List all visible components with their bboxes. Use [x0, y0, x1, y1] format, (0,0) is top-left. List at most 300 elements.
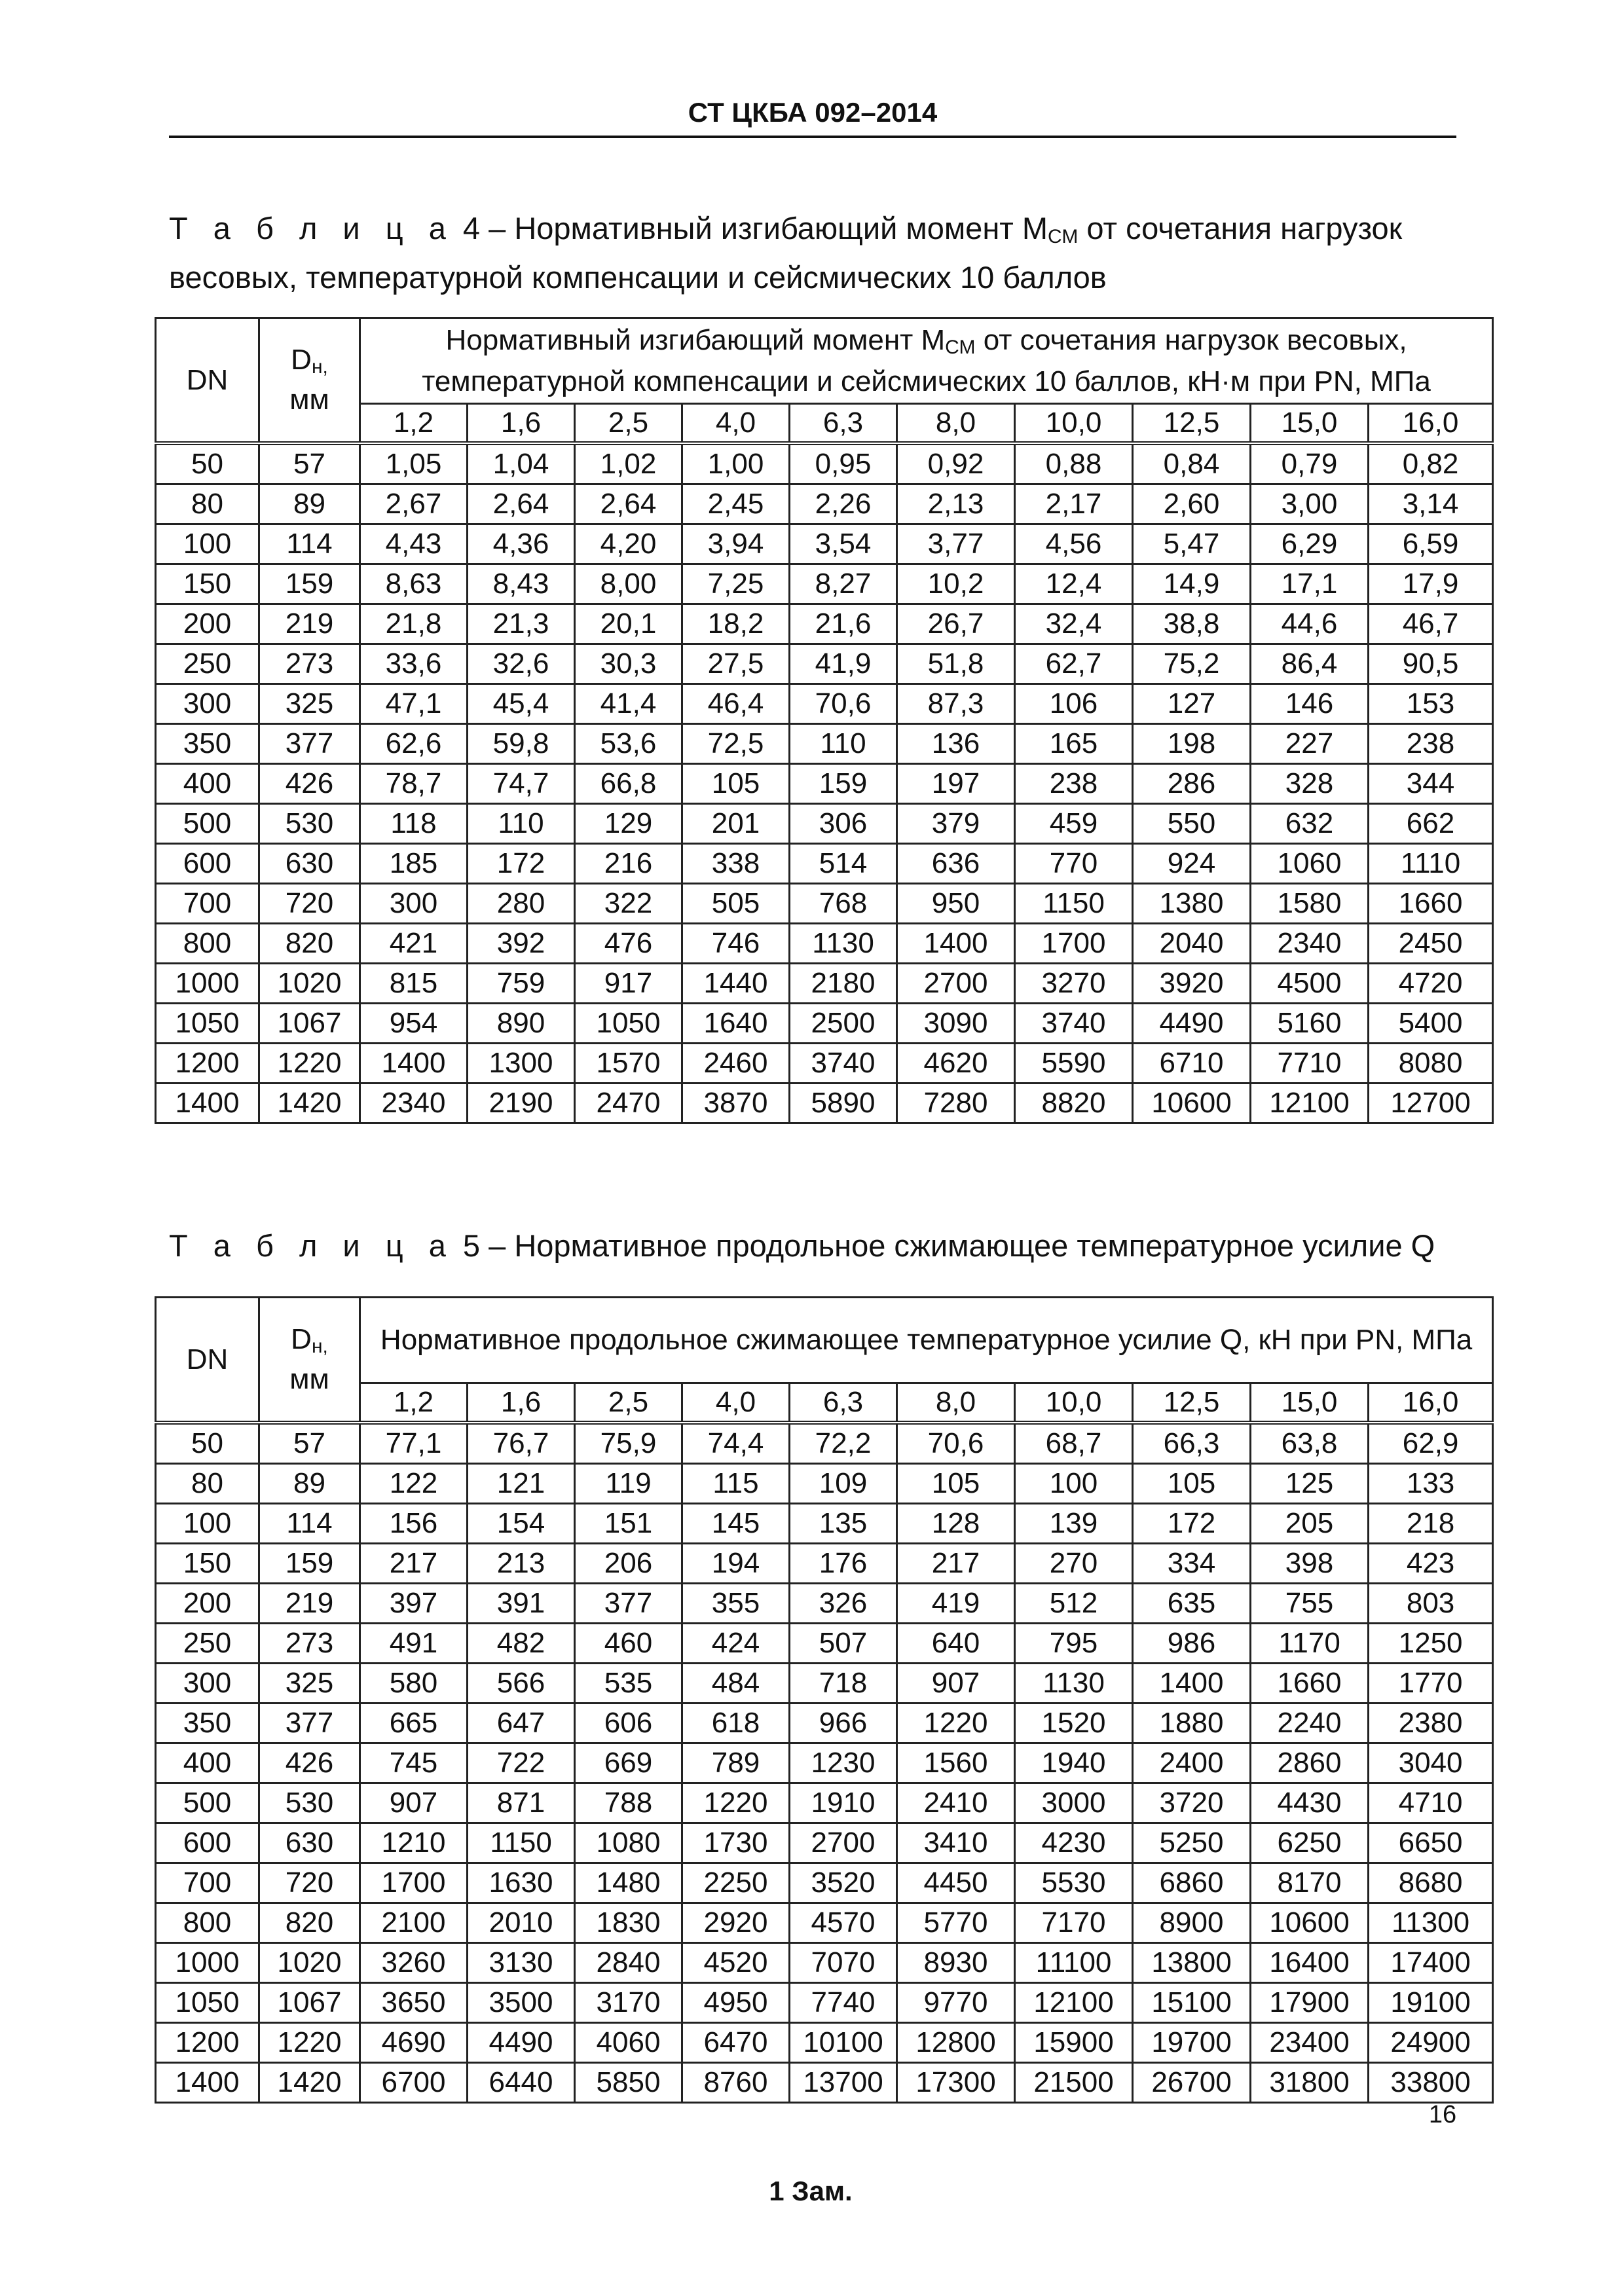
cell-value: 6470 [682, 2023, 790, 2063]
cell-value: 8900 [1133, 1903, 1251, 1943]
cell-value: 165 [1015, 724, 1133, 764]
cell-dn: 1050 [156, 1004, 259, 1044]
cell-outer-diameter: 426 [259, 1743, 360, 1783]
cell-value: 768 [790, 884, 897, 924]
table-row [156, 1464, 1493, 1504]
pn-header-cell: 4,0 [682, 404, 790, 444]
cell-value: 8820 [1015, 1084, 1133, 1123]
cell-value: 185 [360, 844, 468, 884]
cell-value: 2700 [790, 1823, 897, 1863]
cell-value: 789 [682, 1743, 790, 1783]
cell-value: 217 [897, 1544, 1015, 1584]
pn-header-cell: 1,2 [360, 1383, 468, 1423]
cell-value: 24900 [1369, 2023, 1493, 2063]
cell-outer-diameter: 159 [259, 1544, 360, 1584]
cell-value: 1400 [897, 924, 1015, 964]
cell-value: 2380 [1369, 1704, 1493, 1743]
cell-value: 127 [1133, 684, 1251, 724]
cell-dn: 1000 [156, 964, 259, 1004]
cell-value: 3500 [468, 1983, 575, 2023]
cell-value: 198 [1133, 724, 1251, 764]
cell-value: 2250 [682, 1863, 790, 1903]
cell-dn: 700 [156, 884, 259, 924]
cell-value: 17900 [1251, 1983, 1369, 2023]
cell-dn: 50 [156, 443, 259, 484]
cell-value: 217 [360, 1544, 468, 1584]
cell-value: 954 [360, 1004, 468, 1044]
col-header-dn: DN [156, 1298, 259, 1423]
revision-note: 1 Зам. [769, 2176, 853, 2206]
cell-value: 2340 [1251, 924, 1369, 964]
cell-value: 2700 [897, 964, 1015, 1004]
table-row [156, 644, 1493, 684]
cell-value: 1570 [575, 1044, 682, 1084]
cell-value: 2920 [682, 1903, 790, 1943]
cell-value: 118 [360, 804, 468, 844]
cell-value: 2,17 [1015, 484, 1133, 524]
cell-value: 1560 [897, 1743, 1015, 1783]
cell-value: 115 [682, 1464, 790, 1504]
cell-value: 128 [897, 1504, 1015, 1544]
cell-value: 4710 [1369, 1783, 1493, 1823]
cell-value: 129 [575, 804, 682, 844]
cell-value: 17,9 [1369, 564, 1493, 604]
cell-outer-diameter: 273 [259, 1624, 360, 1664]
cell-dn: 1200 [156, 2023, 259, 2063]
cell-value: 788 [575, 1783, 682, 1823]
cell-value: 391 [468, 1584, 575, 1624]
cell-value: 76,7 [468, 1423, 575, 1464]
cell-value: 2470 [575, 1084, 682, 1123]
cell-value: 2240 [1251, 1704, 1369, 1743]
cell-value: 1,05 [360, 443, 468, 484]
cell-value: 1730 [682, 1823, 790, 1863]
table-row [156, 1704, 1493, 1743]
cell-value: 21500 [1015, 2063, 1133, 2103]
cell-value: 3,77 [897, 524, 1015, 564]
col-header-dn: DN [156, 318, 259, 444]
cell-value: 72,2 [790, 1423, 897, 1464]
cell-value: 632 [1251, 804, 1369, 844]
cell-value: 5160 [1251, 1004, 1369, 1044]
cell-value: 1,00 [682, 443, 790, 484]
cell-value: 154 [468, 1504, 575, 1544]
cell-value: 6650 [1369, 1823, 1493, 1863]
cell-value: 3740 [1015, 1004, 1133, 1044]
pn-header-cell: 1,6 [468, 1383, 575, 1423]
cell-value: 21,3 [468, 604, 575, 644]
cell-value: 4950 [682, 1983, 790, 2023]
cell-value: 8,27 [790, 564, 897, 604]
cell-value: 8080 [1369, 1044, 1493, 1084]
cell-value: 4520 [682, 1943, 790, 1983]
cell-value: 5,47 [1133, 524, 1251, 564]
cell-value: 4490 [1133, 1004, 1251, 1044]
cell-value: 270 [1015, 1544, 1133, 1584]
cell-value: 424 [682, 1624, 790, 1664]
table4-caption-subscript: СМ [1048, 226, 1079, 247]
cell-value: 3040 [1369, 1743, 1493, 1783]
table-row [156, 1983, 1493, 2023]
cell-value: 8760 [682, 2063, 790, 2103]
cell-value: 0,88 [1015, 443, 1133, 484]
cell-value: 2400 [1133, 1743, 1251, 1783]
cell-value: 4060 [575, 2023, 682, 2063]
cell-value: 950 [897, 884, 1015, 924]
pn-header-cell: 10,0 [1015, 1383, 1133, 1423]
cell-value: 3650 [360, 1983, 468, 2023]
table-row [156, 1004, 1493, 1044]
table-row [156, 1044, 1493, 1084]
cell-value: 966 [790, 1704, 897, 1743]
cell-value: 2040 [1133, 924, 1251, 964]
table-row [156, 924, 1493, 964]
dh-unit: мм [289, 1363, 329, 1395]
cell-value: 746 [682, 924, 790, 964]
cell-value: 194 [682, 1544, 790, 1584]
cell-value: 20,1 [575, 604, 682, 644]
cell-value: 75,9 [575, 1423, 682, 1464]
table4-caption-label: Т а б л и ц а [169, 211, 454, 246]
cell-value: 419 [897, 1584, 1015, 1624]
cell-value: 41,4 [575, 684, 682, 724]
cell-value: 62,9 [1369, 1423, 1493, 1464]
cell-value: 15100 [1133, 1983, 1251, 2023]
cell-value: 1150 [468, 1823, 575, 1863]
cell-value: 636 [897, 844, 1015, 884]
table-row [156, 1423, 1493, 1464]
table-row [156, 1823, 1493, 1863]
cell-value: 6,59 [1369, 524, 1493, 564]
cell-value: 47,1 [360, 684, 468, 724]
cell-value: 6,29 [1251, 524, 1369, 564]
cell-value: 4,56 [1015, 524, 1133, 564]
cell-value: 6250 [1251, 1823, 1369, 1863]
cell-value: 5400 [1369, 1004, 1493, 1044]
cell-value: 1580 [1251, 884, 1369, 924]
cell-value: 46,7 [1369, 604, 1493, 644]
cell-outer-diameter: 114 [259, 1504, 360, 1544]
table-row [156, 524, 1493, 564]
cell-value: 201 [682, 804, 790, 844]
cell-value: 286 [1133, 764, 1251, 804]
table-row [156, 1084, 1493, 1123]
cell-value: 1770 [1369, 1664, 1493, 1704]
table-row [156, 1624, 1493, 1664]
cell-outer-diameter: 820 [259, 1903, 360, 1943]
cell-value: 326 [790, 1584, 897, 1624]
cell-value: 770 [1015, 844, 1133, 884]
cell-value: 815 [360, 964, 468, 1004]
cell-value: 890 [468, 1004, 575, 1044]
cell-dn: 150 [156, 1544, 259, 1584]
cell-value: 4230 [1015, 1823, 1133, 1863]
cell-value: 459 [1015, 804, 1133, 844]
group-header-subscript: СМ [945, 336, 976, 358]
pn-header-cell: 2,5 [575, 404, 682, 444]
cell-dn: 80 [156, 484, 259, 524]
cell-value: 197 [897, 764, 1015, 804]
cell-value: 11300 [1369, 1903, 1493, 1943]
cell-value: 70,6 [790, 684, 897, 724]
cell-value: 640 [897, 1624, 1015, 1664]
cell-value: 19700 [1133, 2023, 1251, 2063]
table4-caption-text: 4 – Нормативный изгибающий момент M [462, 211, 1048, 246]
dh-subscript: н, [311, 1336, 328, 1357]
cell-outer-diameter: 89 [259, 484, 360, 524]
cell-value: 3170 [575, 1983, 682, 2023]
cell-value: 7710 [1251, 1044, 1369, 1084]
cell-value: 1880 [1133, 1704, 1251, 1743]
cell-value: 53,6 [575, 724, 682, 764]
table-row [156, 1544, 1493, 1584]
cell-value: 1400 [1133, 1664, 1251, 1704]
cell-dn: 800 [156, 924, 259, 964]
cell-value: 3090 [897, 1004, 1015, 1044]
cell-dn: 400 [156, 764, 259, 804]
cell-value: 924 [1133, 844, 1251, 884]
cell-value: 63,8 [1251, 1423, 1369, 1464]
cell-value: 172 [468, 844, 575, 884]
cell-value: 27,5 [682, 644, 790, 684]
cell-value: 2,67 [360, 484, 468, 524]
cell-value: 460 [575, 1624, 682, 1664]
cell-value: 3870 [682, 1084, 790, 1123]
cell-value: 30,3 [575, 644, 682, 684]
cell-value: 218 [1369, 1504, 1493, 1544]
cell-dn: 350 [156, 1704, 259, 1743]
cell-dn: 600 [156, 844, 259, 884]
cell-value: 5530 [1015, 1863, 1133, 1903]
cell-value: 7280 [897, 1084, 1015, 1123]
cell-value: 0,82 [1369, 443, 1493, 484]
cell-value: 512 [1015, 1584, 1133, 1624]
cell-value: 105 [682, 764, 790, 804]
cell-value: 17400 [1369, 1943, 1493, 1983]
cell-value: 59,8 [468, 724, 575, 764]
table-row [156, 1584, 1493, 1624]
pn-header-cell: 15,0 [1251, 1383, 1369, 1423]
pn-header-cell: 12,5 [1133, 404, 1251, 444]
header-rule [169, 136, 1456, 138]
cell-value: 3,54 [790, 524, 897, 564]
table-row [156, 443, 1493, 484]
document-code: СТ ЦКБА 092–2014 [688, 97, 938, 128]
pn-header-cell: 6,3 [790, 404, 897, 444]
cell-value: 3920 [1133, 964, 1251, 1004]
cell-value: 423 [1369, 1544, 1493, 1584]
table-row [156, 884, 1493, 924]
cell-value: 0,84 [1133, 443, 1251, 484]
cell-value: 3410 [897, 1823, 1015, 1863]
cell-value: 3,94 [682, 524, 790, 564]
cell-value: 51,8 [897, 644, 1015, 684]
cell-outer-diameter: 57 [259, 443, 360, 484]
cell-value: 4450 [897, 1863, 1015, 1903]
cell-value: 6710 [1133, 1044, 1251, 1084]
cell-value: 13800 [1133, 1943, 1251, 1983]
table5-caption-text: 5 – Нормативное продольное сжимающее температурное усилие Q [462, 1228, 1435, 1263]
cell-value: 803 [1369, 1584, 1493, 1624]
cell-value: 227 [1251, 724, 1369, 764]
cell-value: 322 [575, 884, 682, 924]
cell-value: 135 [790, 1504, 897, 1544]
cell-value: 21,6 [790, 604, 897, 644]
cell-value: 159 [790, 764, 897, 804]
cell-value: 153 [1369, 684, 1493, 724]
cell-value: 5770 [897, 1903, 1015, 1943]
cell-value: 2500 [790, 1004, 897, 1044]
cell-value: 1220 [682, 1783, 790, 1823]
cell-value: 31800 [1251, 2063, 1369, 2103]
cell-value: 87,3 [897, 684, 1015, 724]
cell-outer-diameter: 219 [259, 604, 360, 644]
cell-dn: 500 [156, 804, 259, 844]
table-row [156, 564, 1493, 604]
table-row [156, 1504, 1493, 1544]
cell-outer-diameter: 325 [259, 684, 360, 724]
cell-value: 635 [1133, 1584, 1251, 1624]
cell-value: 206 [575, 1544, 682, 1584]
table-row [156, 1783, 1493, 1823]
cell-value: 38,8 [1133, 604, 1251, 644]
table-row [156, 2023, 1493, 2063]
cell-dn: 50 [156, 1423, 259, 1464]
table-row [156, 1943, 1493, 1983]
cell-value: 119 [575, 1464, 682, 1504]
cell-value: 106 [1015, 684, 1133, 724]
cell-value: 355 [682, 1584, 790, 1624]
table-row [156, 1664, 1493, 1704]
cell-value: 1230 [790, 1743, 897, 1783]
cell-dn: 80 [156, 1464, 259, 1504]
pn-header-cell: 4,0 [682, 1383, 790, 1423]
cell-dn: 250 [156, 644, 259, 684]
cell-value: 280 [468, 884, 575, 924]
cell-value: 4720 [1369, 964, 1493, 1004]
cell-value: 238 [1015, 764, 1133, 804]
cell-value: 3740 [790, 1044, 897, 1084]
table-row [156, 804, 1493, 844]
cell-value: 1130 [1015, 1664, 1133, 1704]
cell-value: 8,00 [575, 564, 682, 604]
cell-value: 86,4 [1251, 644, 1369, 684]
cell-value: 300 [360, 884, 468, 924]
cell-dn: 100 [156, 524, 259, 564]
table-row [156, 764, 1493, 804]
cell-value: 68,7 [1015, 1423, 1133, 1464]
cell-value: 1150 [1015, 884, 1133, 924]
cell-value: 1940 [1015, 1743, 1133, 1783]
cell-value: 1130 [790, 924, 897, 964]
cell-value: 907 [360, 1783, 468, 1823]
cell-outer-diameter: 1067 [259, 1983, 360, 2023]
cell-dn: 1200 [156, 1044, 259, 1084]
cell-value: 156 [360, 1504, 468, 1544]
cell-dn: 500 [156, 1783, 259, 1823]
cell-value: 26700 [1133, 2063, 1251, 2103]
cell-value: 10600 [1251, 1903, 1369, 1943]
cell-outer-diameter: 820 [259, 924, 360, 964]
cell-value: 2010 [468, 1903, 575, 1943]
cell-value: 3,14 [1369, 484, 1493, 524]
cell-outer-diameter: 530 [259, 804, 360, 844]
cell-value: 8,63 [360, 564, 468, 604]
pn-header-cell: 8,0 [897, 1383, 1015, 1423]
cell-outer-diameter: 273 [259, 644, 360, 684]
cell-outer-diameter: 1220 [259, 1044, 360, 1084]
dh-subscript: н, [311, 356, 328, 378]
cell-value: 2180 [790, 964, 897, 1004]
cell-value: 907 [897, 1664, 1015, 1704]
cell-value: 1060 [1251, 844, 1369, 884]
cell-value: 2,64 [468, 484, 575, 524]
cell-value: 3260 [360, 1943, 468, 1983]
cell-value: 4570 [790, 1903, 897, 1943]
table-row [156, 1903, 1493, 1943]
cell-value: 484 [682, 1664, 790, 1704]
cell-value: 122 [360, 1464, 468, 1504]
cell-value: 7740 [790, 1983, 897, 2023]
cell-value: 12800 [897, 2023, 1015, 2063]
table4-caption [169, 208, 1456, 298]
table5-compressive-force [155, 1296, 1494, 2104]
table-row [156, 2063, 1493, 2103]
cell-value: 507 [790, 1624, 897, 1664]
cell-value: 722 [468, 1743, 575, 1783]
cell-outer-diameter: 1420 [259, 2063, 360, 2103]
cell-value: 4690 [360, 2023, 468, 2063]
cell-value: 514 [790, 844, 897, 884]
cell-value: 15900 [1015, 2023, 1133, 2063]
pn-header-cell: 15,0 [1251, 404, 1369, 444]
cell-value: 75,2 [1133, 644, 1251, 684]
cell-value: 11100 [1015, 1943, 1133, 1983]
cell-value: 216 [575, 844, 682, 884]
cell-value: 1910 [790, 1783, 897, 1823]
cell-dn: 200 [156, 604, 259, 644]
cell-outer-diameter: 720 [259, 1863, 360, 1903]
cell-dn: 300 [156, 1664, 259, 1704]
cell-value: 1480 [575, 1863, 682, 1903]
pn-header-cell: 10,0 [1015, 404, 1133, 444]
cell-value: 328 [1251, 764, 1369, 804]
cell-value: 4,36 [468, 524, 575, 564]
cell-value: 2,45 [682, 484, 790, 524]
cell-value: 745 [360, 1743, 468, 1783]
cell-value: 1640 [682, 1004, 790, 1044]
cell-outer-diameter: 720 [259, 884, 360, 924]
cell-dn: 800 [156, 1903, 259, 1943]
cell-value: 618 [682, 1704, 790, 1743]
cell-value: 23400 [1251, 2023, 1369, 2063]
table-row [156, 844, 1493, 884]
cell-value: 482 [468, 1624, 575, 1664]
cell-value: 3000 [1015, 1783, 1133, 1823]
table4-bending-moment [155, 317, 1494, 1124]
cell-value: 421 [360, 924, 468, 964]
cell-value: 66,8 [575, 764, 682, 804]
cell-value: 1630 [468, 1863, 575, 1903]
cell-value: 33,6 [360, 644, 468, 684]
cell-value: 669 [575, 1743, 682, 1783]
cell-dn: 1400 [156, 1084, 259, 1123]
table5-caption-label: Т а б л и ц а [169, 1228, 454, 1263]
cell-value: 2,60 [1133, 484, 1251, 524]
cell-value: 2100 [360, 1903, 468, 1943]
cell-dn: 300 [156, 684, 259, 724]
cell-value: 12,4 [1015, 564, 1133, 604]
